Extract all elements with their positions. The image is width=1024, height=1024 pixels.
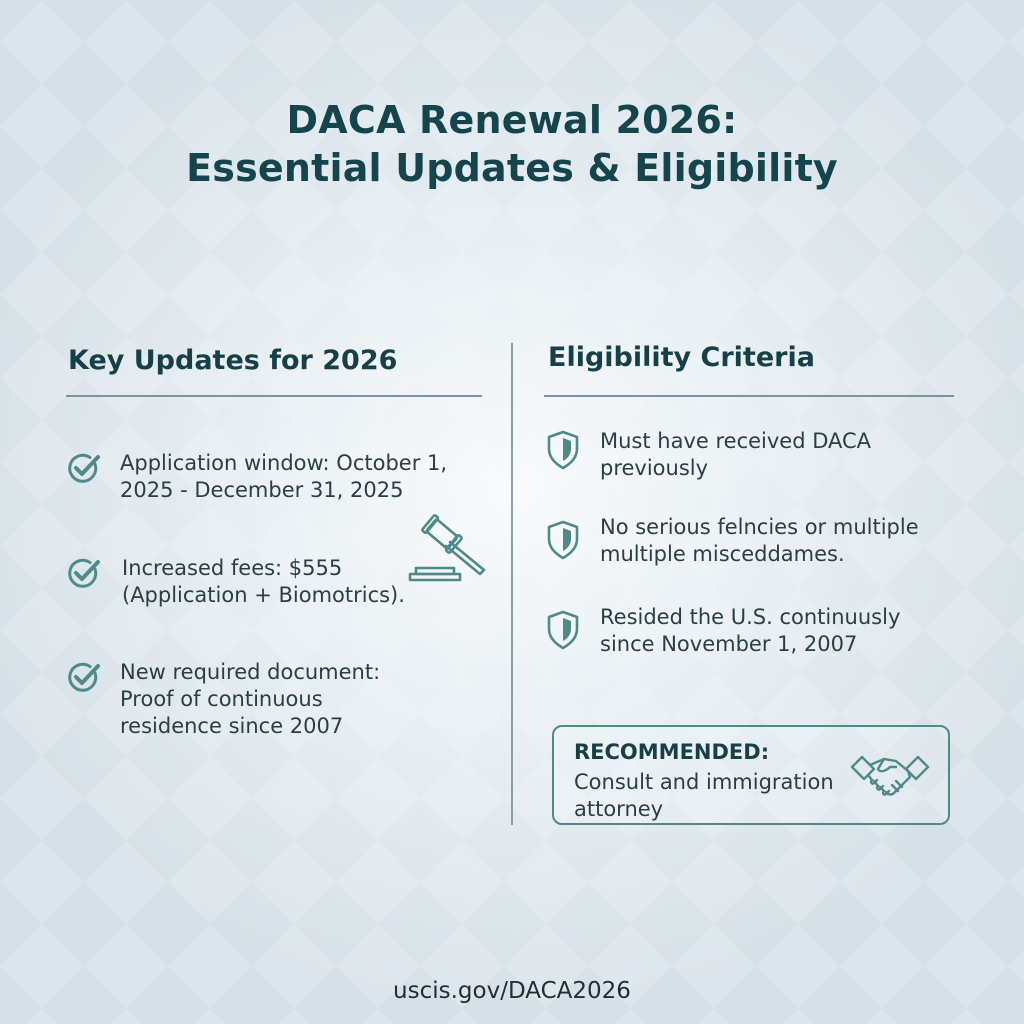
update-item-1 xyxy=(66,450,447,504)
eligibility-heading: Eligibility Criteria xyxy=(548,342,815,373)
update-item-1-text: Application window: October 1, 2025 - December 31, 2025 xyxy=(120,451,448,502)
eligibility-item-3-text: Resided the U.S. continuusly since November 1, 2007 xyxy=(600,605,901,656)
title-line-2: Essential Updates & Eligibility xyxy=(186,146,838,190)
shield-icon xyxy=(546,520,580,560)
update-item-2 xyxy=(66,555,405,609)
footer-url[interactable]: uscis.gov/DACA2026 xyxy=(393,978,631,1004)
eligibility-item-1-text: Must have received DACA previously xyxy=(600,429,872,480)
column-divider xyxy=(511,343,513,825)
eligibility-item-2-text: No serious felncies or multiple multiple misceddames. xyxy=(600,515,919,566)
check-circle-icon xyxy=(66,659,102,695)
update-item-2-text: Increased fees: $555 (Application + Biomotrics). xyxy=(122,556,405,607)
update-item-3 xyxy=(66,659,380,740)
title-line-1: DACA Renewal 2026: xyxy=(286,98,738,142)
check-circle-icon xyxy=(66,555,102,591)
recommendation-label: RECOMMENDED: xyxy=(574,740,770,764)
handshake-icon xyxy=(850,747,930,807)
eligibility-item-3 xyxy=(546,604,900,658)
shield-icon xyxy=(546,610,580,650)
check-circle-icon xyxy=(66,450,102,486)
shield-icon xyxy=(546,430,580,470)
key-updates-rule xyxy=(66,395,482,397)
eligibility-item-2 xyxy=(546,514,919,568)
update-item-3-text: New required document: Proof of continuous residence since 2007 xyxy=(120,660,381,738)
recommendation-box xyxy=(552,725,950,825)
eligibility-item-1 xyxy=(546,428,871,482)
recommendation-text: Consult and immigration attorney xyxy=(574,770,834,821)
gavel-icon xyxy=(404,510,494,582)
key-updates-heading: Key Updates for 2026 xyxy=(68,345,398,376)
eligibility-rule xyxy=(544,395,954,397)
page-title xyxy=(0,96,1024,192)
